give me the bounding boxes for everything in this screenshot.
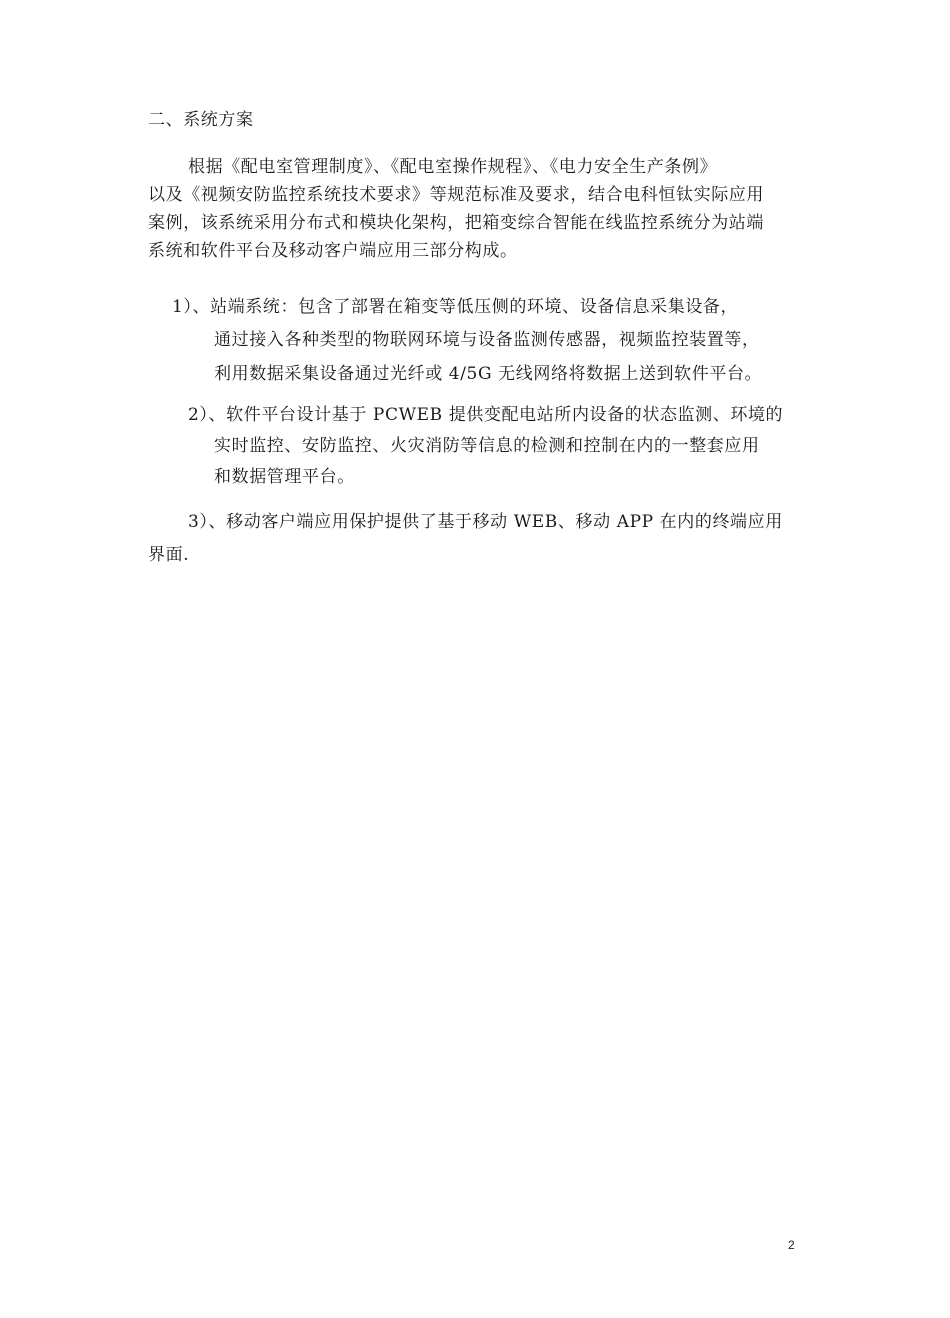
page-number: 2 [788, 1238, 795, 1252]
list-item-3-line-2: 界面. [148, 545, 190, 565]
list-item-2-line-1: 2）、软件平台设计基于 PCWEB 提供变配电站所内设备的状态监测、环境的 [188, 405, 784, 425]
list-item-2-line-3: 和数据管理平台。 [214, 467, 355, 487]
list-item-2-line-2: 实时监控、安防监控、火灾消防等信息的检测和控制在内的一整套应用 [214, 436, 760, 456]
list-item-1-line-1: 1）、站端系统：包含了部署在箱变等低压侧的环境、设备信息采集设备， [172, 297, 739, 317]
list-item-3-line-1: 3）、移动客户端应用保护提供了基于移动 WEB、移动 APP 在内的终端应用 [188, 512, 783, 532]
section-heading: 二、系统方案 [148, 110, 254, 130]
intro-paragraph-line-1: 根据《配电室管理制度》、《配电室操作规程》、《电力安全生产条例》 [188, 157, 718, 177]
intro-paragraph-line-3: 案例，该系统采用分布式和模块化架构，把箱变综合智能在线监控系统分为站端 [148, 213, 764, 233]
list-item-1-line-2: 通过接入各种类型的物联网环境与设备监测传感器，视频监控装置等， [214, 330, 760, 350]
intro-paragraph-line-4: 系统和软件平台及移动客户端应用三部分构成。 [148, 241, 518, 261]
list-item-1-line-3: 利用数据采集设备通过光纤或 4/5G 无线网络将数据上送到软件平台。 [214, 364, 763, 384]
intro-paragraph-line-2: 以及《视频安防监控系统技术要求》等规范标准及要求，结合电科恒钛实际应用 [148, 185, 764, 205]
